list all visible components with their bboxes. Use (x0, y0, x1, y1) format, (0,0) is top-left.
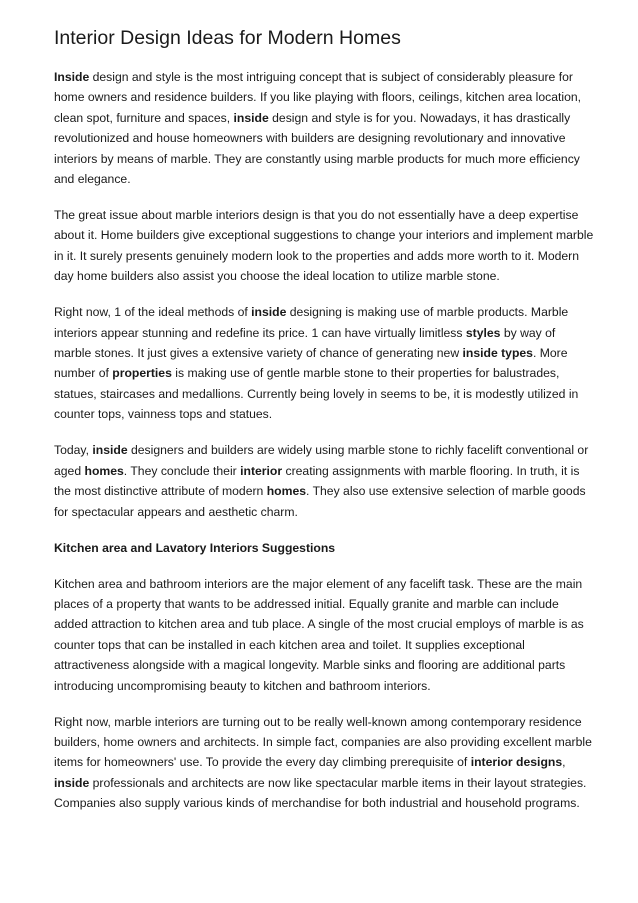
paragraph-1 (54, 67, 594, 189)
bold-text: homes (84, 463, 124, 478)
bold-text: styles (465, 325, 501, 340)
text-run: , (562, 755, 566, 770)
text-run: Today, (54, 443, 93, 458)
paragraph-3 (54, 302, 594, 424)
text-run: designers and builders are widely using marble stone to richly facelift conventional or aged (54, 443, 589, 478)
text-run: is making use of gentle marble stone to their properties for balustrades, statues, staircases and medallions. Currently being lovely in seems to be, it is modestly utilized in counter tops, vainness tops and statues. (54, 366, 579, 422)
paragraph-4 (54, 440, 594, 522)
text-run: creating assignments with marble flooring. In truth, it is the most distinctive attribute of modern (54, 463, 580, 499)
paragraph-5 (54, 574, 594, 696)
bold-text: properties (112, 366, 172, 381)
text-run: professionals and architects are now like spectacular marble items in their layout strategies. Companies also supply various kinds of merchandise for both industrial and household programs. (54, 775, 587, 811)
bold-text: inside (233, 110, 269, 125)
text-run: Kitchen area and bathroom interiors are the major element of any facelift task. These are the main places of a property that wants to be addressed initial. Equally granite and marble can include added attraction to kitchen area and tub place. A single of the most crucial employs of marble is as counter tops that can be installed in each kitchen area and toilet. It supplies exceptional attractiveness alongside with a magical longevity. Marble sinks and flooring are additional parts introducing uncompromising beauty to kitchen and bathroom interiors. (54, 576, 584, 693)
paragraph-6 (54, 712, 594, 814)
bold-text: interior (240, 463, 283, 478)
bold-text: interior designs (470, 755, 563, 770)
bold-text: inside (251, 305, 287, 320)
document-body (54, 67, 594, 814)
bold-text: inside (54, 775, 90, 790)
text-run: Right now, 1 of the ideal methods of (54, 305, 252, 320)
bold-text: inside (92, 443, 128, 458)
bold-text: homes (266, 484, 307, 499)
text-run: designing is making use of marble products. Marble interiors appear stunning and redefine its price. 1 can have virtually limitless (54, 305, 569, 340)
text-run: . They also use extensive selection of marble goods for spectacular appears and aesthetic charm. (54, 484, 586, 519)
text-run: The great issue about marble interiors design is that you do not essentially have a deep expertise about it. Home builders give exceptional suggestions to change your interiors and implement marble in it. It surely presents genuinely modern look to the properties and adds more worth to it. Modern day home builders also assist you choose the ideal location to utilize marble stone. (54, 208, 594, 284)
bold-text: inside types (462, 346, 533, 361)
text-run: Right now, marble interiors are turning out to be really well-known among contemporary residence builders, home owners and architects. In simple fact, companies are also providing excellent marble items for homeowners' use. To provide the every day climbing prerequisite of (54, 714, 592, 770)
text-run: . They conclude their (123, 463, 241, 478)
section-heading (54, 538, 594, 558)
document-page (54, 24, 594, 829)
paragraph-2 (54, 205, 594, 287)
document-title: Interior Design Ideas for Modern Homes (54, 27, 401, 49)
text-run: . More number of (54, 346, 568, 381)
bold-text: Inside (54, 70, 90, 84)
text-run: by way of marble stones. It just gives a extensive variety of chance of generating new (54, 325, 556, 361)
bold-text: Kitchen area and Lavatory Interiors Suggestions (54, 540, 336, 555)
text-run: design and style is the most intriguing concept that is subject of considerably pleasure for home owners and residence builders. If you like playing with floors, ceilings, kitchen area location, clean spot, furniture and spaces, (54, 70, 582, 125)
text-run: design and style is for you. Nowadays, it has drastically revolutionized and house homeowners with builders are designing revolutionary and innovative interiors by means of marble. They are constantly using marble products for much more efficiency and elegance. (54, 110, 580, 187)
